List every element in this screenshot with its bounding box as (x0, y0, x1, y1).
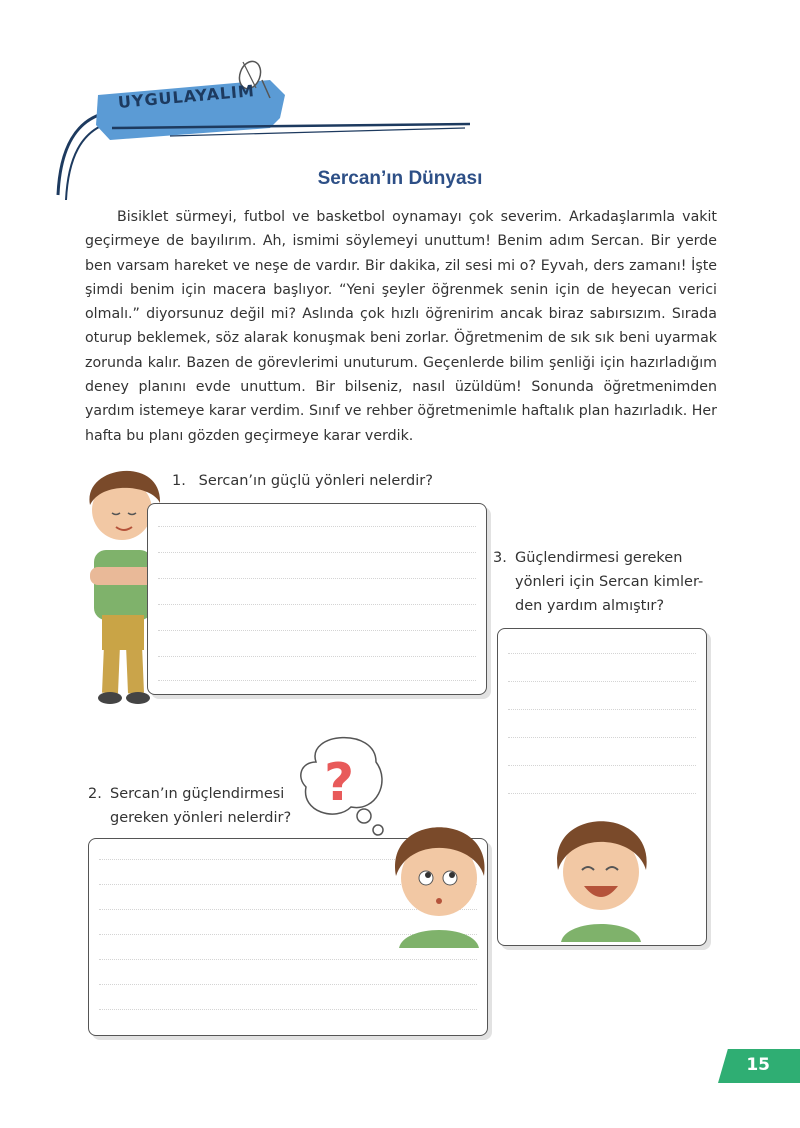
section-label: UYGULAYALIM (117, 81, 256, 112)
story-paragraph: Bisiklet sürmeyi, futbol ve basketbol oynamayı çok severim. Arkadaşlarımla vakit geçirmeye de bayılırım. Ah, ismimi söylemeyi unuttum! Benim adım Sercan. Bir yerde ben varsam hareket ve neşe de vardır. Bir dakika, zil sesi mi o? Eyvah, ders zamanı! İşte şimdi benim için macera başlıyor. “Yeni şeyler öğrenmek senin için de heyecan verici olmalı.” diyorsunuz değil mi? Aslında çok hızlı öğrenirim ancak biraz sabırsızım. Sırada oturup beklemek, söz alarak konuşmak beni zorlar. Öğretmenim de sık sık beni uyarmak zorunda kalır. Bazen de görevlerimi unuturum. Geçenlerde bilim şenliği için hazırladığım deney planını evde unuttum. Bir bilseniz, nasıl üzüldüm! Sonunda öğretmenimden yardım istemeye karar verdim. Sınıf ve rehber öğretmenimle haftalık plan hazırladık. Her hafta bu planı gözden geçirmeye karar verdik. (85, 209, 717, 444)
page-title: Sercan’ın Dünyası (317, 168, 483, 189)
thought-bubble-icon (296, 732, 396, 842)
question-1: 1. Sercan’ın güçlü yönleri nelerdir? (172, 473, 433, 489)
answer-box-1[interactable] (147, 503, 487, 695)
page-number: 15 (746, 1055, 770, 1075)
question-3: 3. Güçlendirmesi gereken yönleri için Sercan kimler- den yardım almıştır? (493, 550, 704, 614)
question-2: 2. Sercan’ın güçlendirmesi gereken yönleri nelerdir? (88, 786, 292, 826)
boy-smiling-illustration (546, 800, 656, 942)
story-text (85, 205, 717, 448)
question-mark-icon: ? (324, 753, 355, 813)
boy-thinking-illustration (384, 806, 494, 948)
